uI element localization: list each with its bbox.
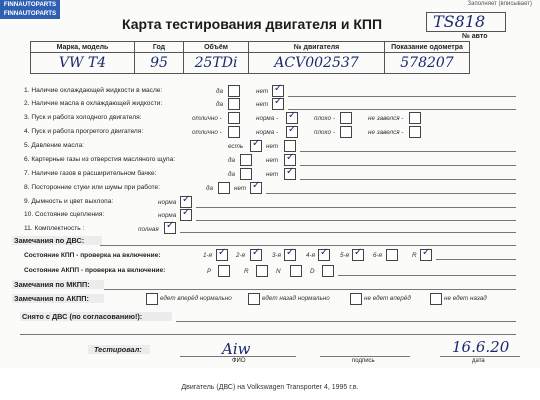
checkbox-gear-6[interactable] xyxy=(386,249,398,261)
watermark-line-2: FINNAUTOPARTS xyxy=(3,10,57,17)
row-number: 11. xyxy=(24,225,33,232)
sign-caption: подпись xyxy=(352,358,375,364)
check-mark: ✓ xyxy=(320,247,329,258)
checkbox-gear-1[interactable] xyxy=(216,249,228,261)
row-label: Пуск и работа прогретого двигателя: xyxy=(31,128,144,135)
row-number: 1. xyxy=(24,87,30,94)
kpp-check-label: Состояние КПП - проверка на включение: xyxy=(24,252,161,259)
checkbox-row7-no[interactable] xyxy=(284,168,296,180)
col-model: Марка, модель xyxy=(31,42,135,53)
check-mark: ✓ xyxy=(354,247,363,258)
row-line xyxy=(266,193,516,194)
akpp-option-label: едет назад нормально xyxy=(262,295,330,302)
option-label-no: нет xyxy=(256,101,269,108)
check-mark: ✓ xyxy=(274,83,283,94)
remarks-mkpp-line xyxy=(104,289,516,290)
remarks-engine-label: Замечания по ДВС: xyxy=(14,236,85,245)
row-label: Наличие масла в охлаждающей жидкости: xyxy=(31,100,163,107)
gear-label: 1-я xyxy=(203,252,212,259)
row-line xyxy=(196,220,516,221)
checkbox-row11-full[interactable] xyxy=(164,222,176,234)
akpp-option-label: не едет назад xyxy=(444,295,487,302)
vehicle-header-table xyxy=(30,41,470,74)
checkbox-row3-bad[interactable] xyxy=(340,112,352,124)
checkbox-row5-no[interactable] xyxy=(284,140,296,152)
row-line xyxy=(288,109,516,110)
date-caption: дата xyxy=(472,358,485,364)
checkbox-row10-normal[interactable] xyxy=(180,209,192,221)
check-mark: ✓ xyxy=(288,110,297,121)
akpp-option-label: не едет вперёд xyxy=(364,295,411,302)
check-row-8 xyxy=(24,184,160,191)
checkbox-akpp-n[interactable] xyxy=(290,265,302,277)
col-odometer: Показание одометра xyxy=(385,42,470,53)
check-mark: ✓ xyxy=(252,138,261,149)
check-mark: ✓ xyxy=(182,207,191,218)
option-label-no: нет xyxy=(266,157,279,164)
row-number: 5. xyxy=(24,142,30,149)
check-row-10 xyxy=(24,211,104,218)
checkbox-gear-3[interactable] xyxy=(284,249,296,261)
remarks-mkpp-label: Замечания по МКПП: xyxy=(14,280,90,289)
row-number: 6. xyxy=(24,156,30,163)
checkbox-row2-yes[interactable] xyxy=(228,98,240,110)
row-number: 10. xyxy=(24,211,34,218)
akpp-line xyxy=(338,275,516,276)
watermark-line-1: FINNAUTOPARTS xyxy=(3,1,57,8)
row-label: Состояние сцепления: xyxy=(35,211,105,218)
page-title: Карта тестирования двигателя и КПП xyxy=(122,16,383,32)
row-label: Давление масла: xyxy=(31,142,85,149)
col-engine-number: № двигателя xyxy=(249,42,385,53)
check-mark: ✓ xyxy=(286,152,295,163)
checkbox-gear-4[interactable] xyxy=(318,249,330,261)
check-row-7 xyxy=(24,170,156,177)
corner-note: Заполняет (вписывает) xyxy=(467,1,532,7)
check-mark: ✓ xyxy=(288,124,297,135)
check-row-2 xyxy=(24,100,162,107)
option-label-yes: есть xyxy=(228,143,244,150)
checkbox-akpp-back-ok[interactable] xyxy=(248,293,260,305)
image-caption: Двигатель (ДВС) на Volkswagen Transporter 4, 1995 г.в. xyxy=(181,384,359,391)
fio-caption: ФИО xyxy=(232,358,246,364)
row-label: Наличие газов в расширительном бачке: xyxy=(31,170,157,177)
check-row-6 xyxy=(24,156,175,163)
option-label-yes: да xyxy=(216,88,223,95)
checkbox-row8-no[interactable] xyxy=(250,182,262,194)
row-number: 2. xyxy=(24,100,30,107)
akpp-gear-label: N xyxy=(276,268,281,275)
option-label-normal: норма - xyxy=(256,115,279,122)
checkbox-row6-no[interactable] xyxy=(284,154,296,166)
watermark-logo xyxy=(0,0,60,19)
checkbox-akpp-r[interactable] xyxy=(256,265,268,277)
option-label-no-start: не завелся - xyxy=(368,115,404,122)
check-row-9 xyxy=(24,198,113,205)
gear-label: 4-я xyxy=(306,252,315,259)
row-number: 9. xyxy=(24,198,30,205)
row-label: Наличие охлаждающей жидкости в масле: xyxy=(31,87,163,94)
row-number: 7. xyxy=(24,170,30,177)
row-number: 3. xyxy=(24,114,30,121)
checkbox-row3-normal[interactable] xyxy=(286,112,298,124)
remarks-akpp-label: Замечания по АКПП: xyxy=(14,294,89,303)
row-label: Пуск и работа холодного двигателя: xyxy=(31,114,142,121)
option-label-normal: норма xyxy=(158,212,177,219)
checkbox-akpp-no-forward[interactable] xyxy=(350,293,362,305)
col-year: Год xyxy=(135,42,184,53)
fio-line xyxy=(180,356,296,357)
option-label-bad: плохо - xyxy=(314,129,335,136)
value-year: 95 xyxy=(135,53,184,74)
checkbox-row8-yes[interactable] xyxy=(218,182,230,194)
date-line xyxy=(440,356,520,357)
akpp-option-label: едет вперёд нормально xyxy=(160,295,232,302)
check-mark: ✓ xyxy=(218,247,227,258)
akpp-gear-label: D xyxy=(310,268,315,275)
option-label-yes: да xyxy=(228,171,235,178)
row-line xyxy=(196,207,516,208)
checkbox-row3-excellent[interactable] xyxy=(228,112,240,124)
removed-line-2 xyxy=(20,334,516,335)
checkbox-row5-yes[interactable] xyxy=(250,140,262,152)
test-date-value: 16.6.20 xyxy=(452,338,510,356)
check-row-3 xyxy=(24,114,141,121)
check-row-5 xyxy=(24,142,84,149)
checkbox-row7-yes[interactable] xyxy=(240,168,252,180)
akpp-gear-label: P xyxy=(207,268,212,275)
checkbox-akpp-p[interactable] xyxy=(218,265,230,277)
option-label-no: нет xyxy=(266,143,279,150)
check-mark: ✓ xyxy=(274,96,283,107)
value-odometer: 578207 xyxy=(385,53,470,74)
checkbox-gear-5[interactable] xyxy=(352,249,364,261)
remarks-engine-line xyxy=(100,245,516,246)
auto-number-value: TS818 xyxy=(433,12,486,31)
row-number: 4. xyxy=(24,128,30,135)
option-label-no-start: не завелся - xyxy=(368,129,404,136)
tester-signature-name: Aiw xyxy=(222,340,251,358)
option-label-yes: да xyxy=(216,101,223,108)
row-line xyxy=(180,232,516,233)
option-label-normal: норма - xyxy=(256,129,279,136)
check-mark: ✓ xyxy=(252,180,261,191)
checkbox-row2-no[interactable] xyxy=(272,98,284,110)
option-label-normal: норма xyxy=(158,199,177,206)
check-mark: ✓ xyxy=(286,247,295,258)
row-number: 8. xyxy=(24,184,30,191)
option-label-yes: да xyxy=(228,157,235,164)
akpp-gear-label: R xyxy=(244,268,249,275)
option-label-excellent: отлично - xyxy=(192,129,222,136)
option-label-full: полная xyxy=(138,226,159,233)
checkbox-row4-no-start[interactable] xyxy=(409,126,421,138)
check-mark: ✓ xyxy=(286,166,295,177)
option-label-no: нет xyxy=(266,171,279,178)
row-line xyxy=(300,165,516,166)
check-row-4 xyxy=(24,128,143,135)
value-model: VW T4 xyxy=(31,53,135,74)
row-line xyxy=(300,151,516,152)
sign-line xyxy=(320,356,410,357)
checkbox-akpp-d[interactable] xyxy=(322,265,334,277)
row-label: Комплектность : xyxy=(34,225,85,232)
option-label-no: нет xyxy=(234,185,247,192)
check-row-11 xyxy=(24,225,84,232)
checkbox-row4-bad[interactable] xyxy=(340,126,352,138)
check-mark: ✓ xyxy=(182,194,191,205)
row-line xyxy=(300,179,516,180)
checkbox-akpp-forward-ok[interactable] xyxy=(146,293,158,305)
checkbox-row3-no-start[interactable] xyxy=(409,112,421,124)
option-label-bad: плохо - xyxy=(314,115,335,122)
row-label: Картерные газы из отверстия масляного щупа: xyxy=(31,156,176,163)
gear-label: 6-я xyxy=(373,252,382,259)
option-label-excellent: отлично - xyxy=(192,115,222,122)
gear-label: 2-я xyxy=(236,252,245,259)
checkbox-gear-2[interactable] xyxy=(250,249,262,261)
tested-label: Тестировал: xyxy=(94,345,142,354)
check-mark: ✓ xyxy=(422,247,431,258)
col-volume: Объём xyxy=(184,42,249,53)
option-label-yes: да xyxy=(206,185,213,192)
gear-label: 3-я xyxy=(272,252,281,259)
checkbox-row4-excellent[interactable] xyxy=(228,126,240,138)
check-mark: ✓ xyxy=(252,247,261,258)
gear-label: R xyxy=(412,252,417,259)
auto-number-label: № авто xyxy=(462,33,488,40)
option-label-no: нет xyxy=(256,88,269,95)
kpp-line xyxy=(436,259,516,260)
row-line xyxy=(288,96,516,97)
checkbox-row6-yes[interactable] xyxy=(240,154,252,166)
checkbox-row1-yes[interactable] xyxy=(228,85,240,97)
akpp-check-label: Состояние АКПП - проверка на включение: xyxy=(24,267,166,274)
auto-number-box xyxy=(426,12,506,32)
value-engine-number: ACV002537 xyxy=(249,53,385,74)
checkbox-akpp-no-back[interactable] xyxy=(430,293,442,305)
row-label: Посторонние стуки или шумы при работе: xyxy=(31,184,161,191)
row-label: Дымность и цвет выхлопа: xyxy=(31,198,114,205)
check-mark: ✓ xyxy=(166,220,175,231)
checkbox-gear-reverse[interactable] xyxy=(420,249,432,261)
gear-label: 5-я xyxy=(340,252,349,259)
value-volume: 25TDi xyxy=(184,53,249,74)
removed-line xyxy=(176,321,516,322)
removed-label: Снято с ДВС (по согласованию!): xyxy=(22,312,143,321)
check-row-1 xyxy=(24,87,162,94)
checkbox-row4-normal[interactable] xyxy=(286,126,298,138)
